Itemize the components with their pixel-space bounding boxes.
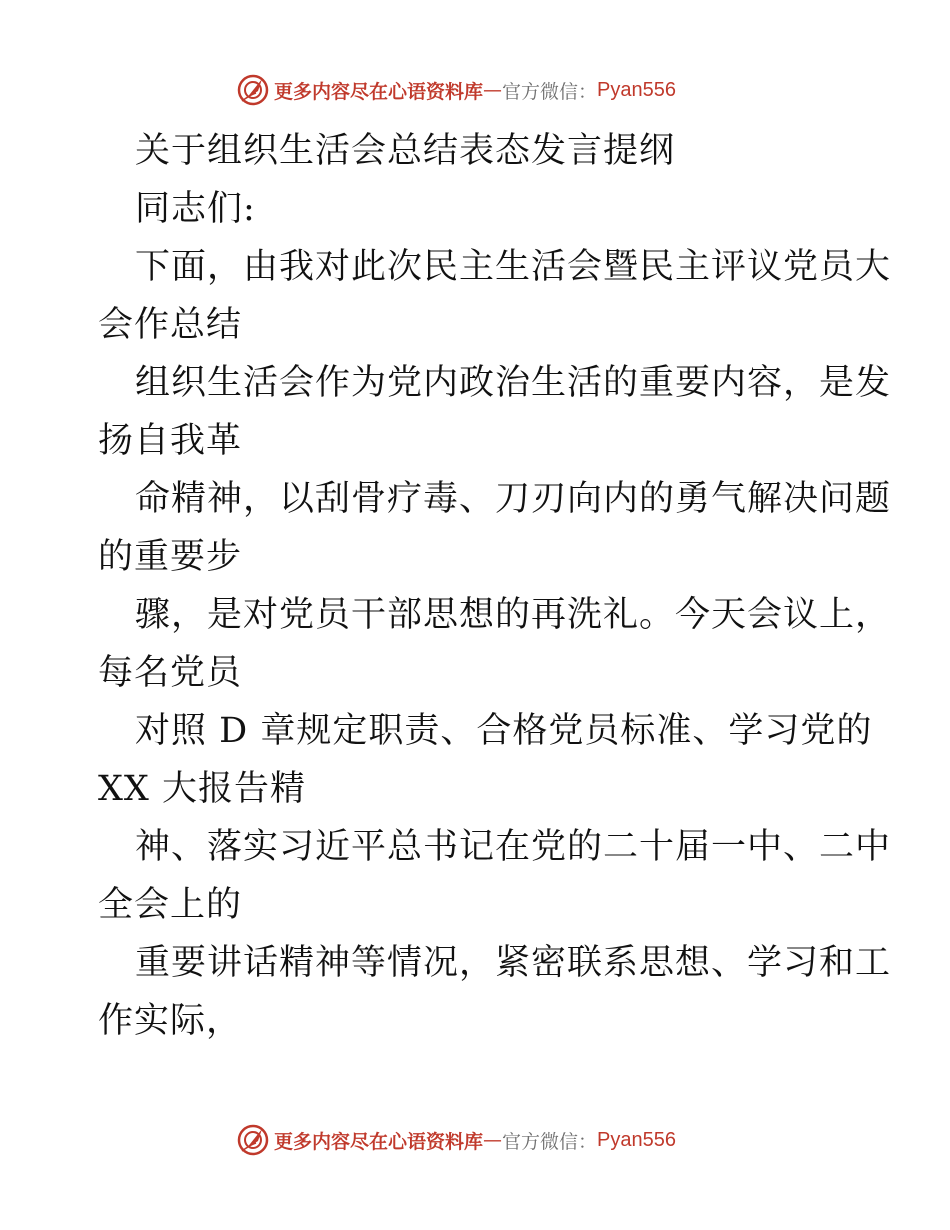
watermark-main-text: 更多内容尽在心语资料库: [274, 1130, 484, 1153]
document-line: 神、落实习近平总书记在党的二十届一中、二中: [135, 827, 892, 867]
document-line: XX 大报告精: [98, 769, 306, 809]
document-line: 的重要步: [98, 537, 243, 577]
watermark-wechat-label: 官方微信：: [502, 80, 598, 103]
document-line: 每名党员: [98, 653, 243, 693]
document-line: 同志们:: [135, 189, 256, 229]
document-line: 对照 D 章规定职责、合格党员标准、学习党的: [135, 711, 873, 751]
document-line: 下面，由我对此次民主生活会暨民主评议党员大: [135, 247, 892, 287]
watermark-separator: —: [483, 79, 503, 101]
document-line: 命精神，以刮骨疗毒、刀刃向内的勇气解决问题: [135, 479, 892, 519]
footer-watermark: [236, 1120, 676, 1160]
document-lines: [98, 122, 892, 1050]
document-line: 全会上的: [98, 885, 243, 925]
document-line: 重要讲话精神等情况，紧密联系思想、学习和工: [135, 943, 892, 983]
quill-logo-icon: [236, 73, 270, 107]
document-line: 骤，是对党员干部思想的再洗礼。今天会议上，: [135, 595, 892, 635]
watermark-main-text: 更多内容尽在心语资料库: [274, 80, 484, 103]
document-line: 扬自我革: [98, 421, 243, 461]
watermark-separator: —: [483, 1129, 503, 1151]
document-line: 作实际，: [98, 1001, 243, 1041]
watermark-wechat-id: Pyan556: [597, 78, 676, 101]
document-line: 会作总结: [98, 305, 243, 345]
header-watermark: [236, 70, 676, 110]
quill-logo-icon: [236, 1123, 270, 1157]
document-body: [98, 122, 892, 1050]
watermark-wechat-id: Pyan556: [597, 1128, 676, 1151]
watermark-wechat-label: 官方微信：: [502, 1130, 598, 1153]
document-line: 组织生活会作为党内政治生活的重要内容，是发: [135, 363, 892, 403]
document-line: 关于组织生活会总结表态发言提纲: [135, 131, 676, 171]
